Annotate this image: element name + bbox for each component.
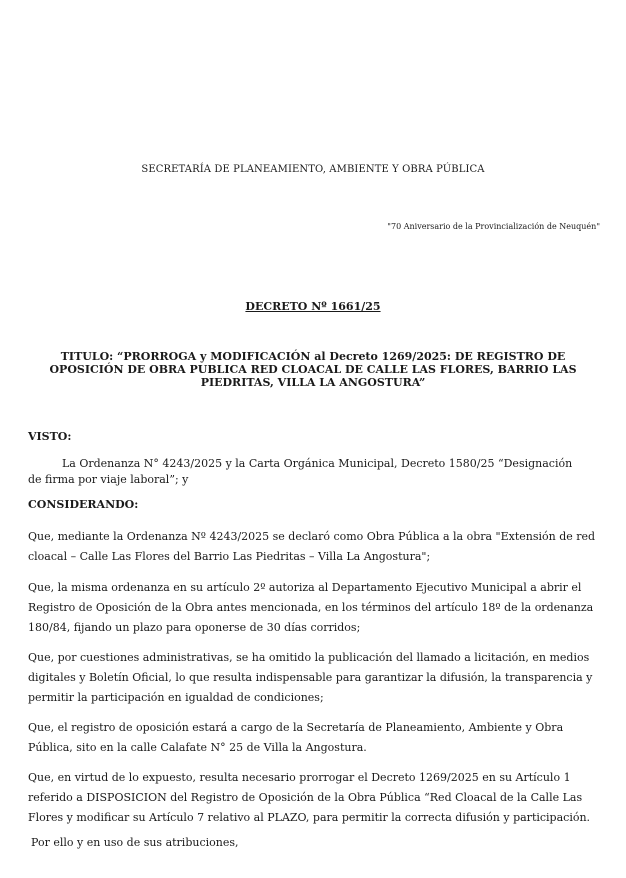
- decreto-number: DECRETO Nº 1661/25: [245, 300, 381, 313]
- considerando-paragraph: Que, por cuestiones administrativas, se ha omitido la publicación del llamado a licitación, en medios digitales y Boletín Oficial, lo que resulta indispensable para garantizar la difusión, la transparencia y permitir la participación en igualdad de condiciones;: [28, 651, 593, 704]
- visto-label: VISTO:: [28, 430, 72, 443]
- aniversario-motto: "70 Aniversario de la Provincialización de Neuquén": [387, 222, 600, 231]
- closing-text: Por ello y en uso de sus atribuciones,: [31, 836, 239, 849]
- considerando-paragraph: Que, la misma ordenanza en su artículo 2º autoriza al Departamento Ejecutivo Municipal a abrir el Registro de Oposición de la Obra antes mencionada, en los términos del artículo 18º de la ordenanza 180/84, fijando un plazo para oponerse de 30 días corridos;: [28, 581, 594, 634]
- considerando-paragraph: Que, mediante la Ordenanza Nº 4243/2025 se declaró como Obra Pública a la obra "Extensión de red cloacal – Calle Las Flores del Barrio Las Piedritas – Villa La Angostura";: [28, 530, 596, 563]
- secretaria-header: SECRETARÍA DE PLANEAMIENTO, AMBIENTE Y OBRA PÚBLICA: [141, 164, 485, 175]
- decreto-title: TITULO: “PRORROGA y MODIFICACIÓN al Decreto 1269/2025: DE REGISTRO DE OPOSICIÓN DE OBRA PUBLICA RED CLOACAL DE CALLE LAS FLORES, BARRIO LAS PIEDRITAS, VILLA LA ANGOSTURA”: [49, 350, 577, 389]
- considerando-paragraph: Que, el registro de oposición estará a cargo de la Secretaría de Planeamiento, Ambiente y Obra Pública, sito en la calle Calafate N° 25 de Villa la Angostura.: [28, 721, 564, 754]
- considerando-label: CONSIDERANDO:: [28, 498, 139, 511]
- considerando-paragraph: Que, en virtud de lo expuesto, resulta necesario prorrogar el Decreto 1269/2025 en su Artículo 1 referido a DISPOSICION del Registro de Oposición de la Obra Pública “Red Cloacal de la Calle Las Flores y modificar su Artículo 7 relativo al PLAZO, para permitir la correcta difusión y participación.: [28, 771, 591, 824]
- visto-text: La Ordenanza N° 4243/2025 y la Carta Orgánica Municipal, Decreto 1580/25 “Designación de firma por viaje laboral”; y: [28, 457, 573, 486]
